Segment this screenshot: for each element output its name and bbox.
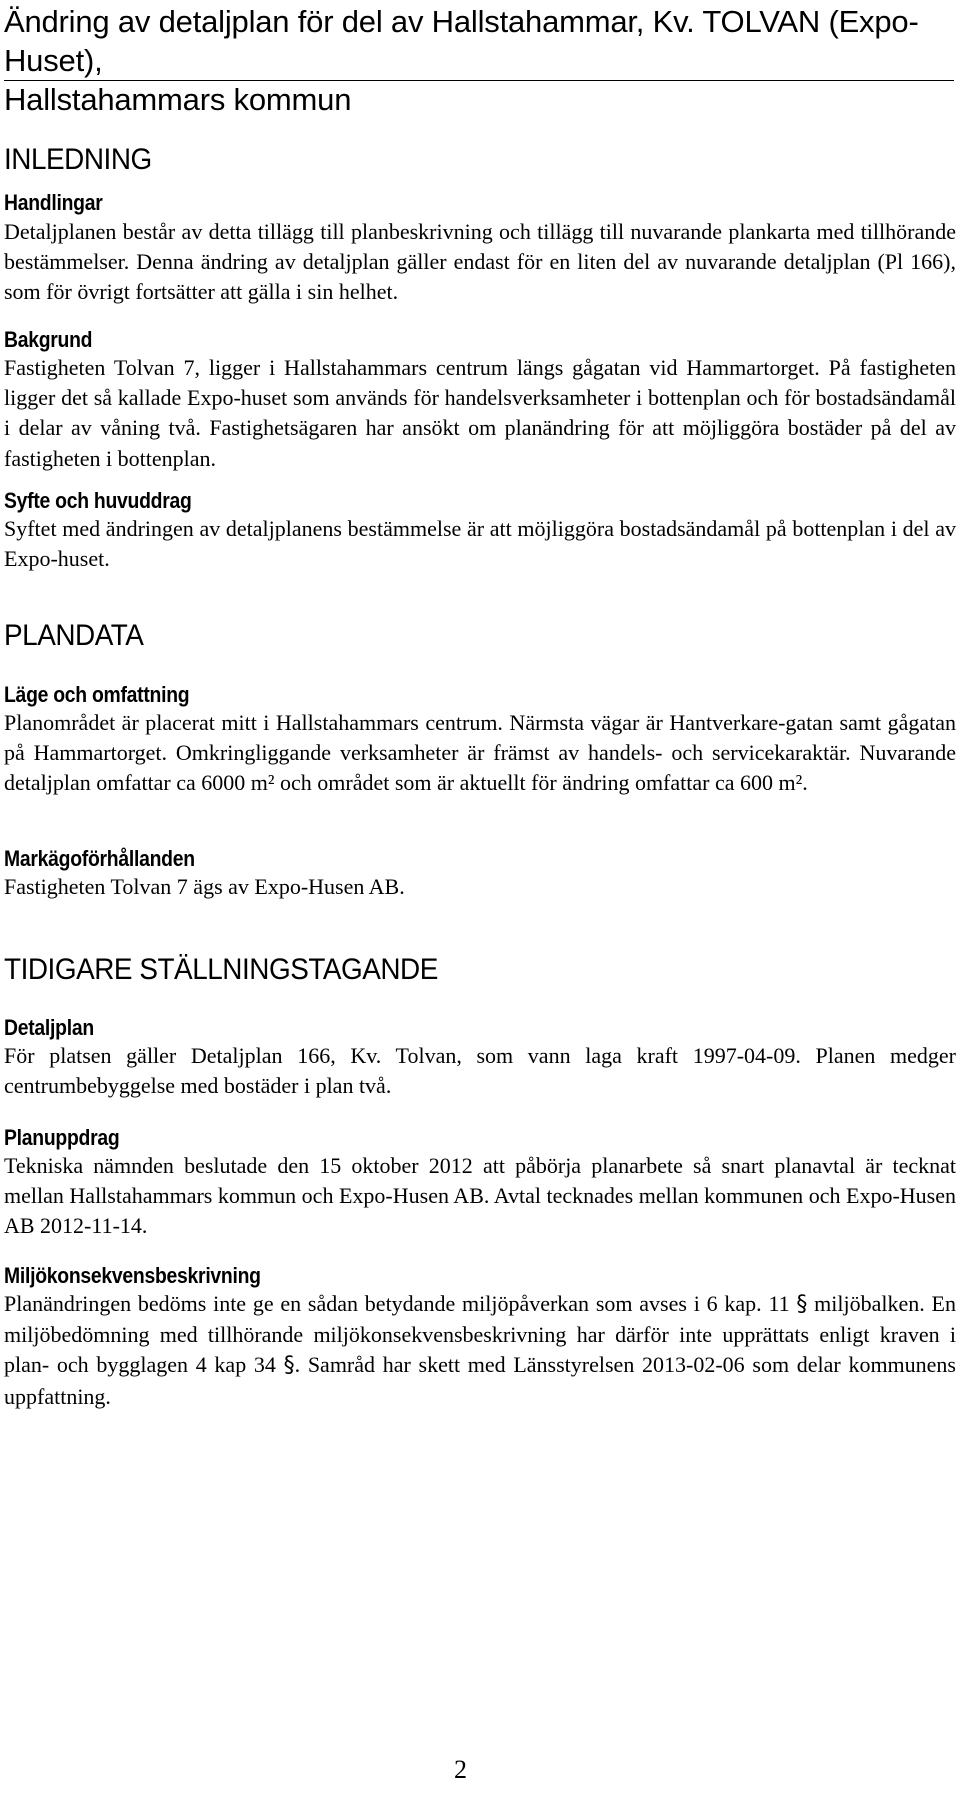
paragraph-planuppdrag: Tekniska nämnden beslutade den 15 oktober 2012 att påbörja planarbete så snart planavtal är tecknat mellan Hallstahammars kommun och Expo-Husen AB. Avtal tecknades mellan kommunen och Expo-Husen AB 2012-11-14. — [4, 1153, 956, 1239]
subheading-detaljplan: Detaljplan — [4, 1015, 94, 1040]
paragraph-detaljplan: För platsen gäller Detaljplan 166, Kv. Tolvan, som vann laga kraft 1997-04-09. Planen medger centrumbebyggelse med bostäder i plan två. — [4, 1043, 956, 1099]
paragraph-lage: Planområdet är placerat mitt i Hallstahammars centrum. Närmsta vägar är Hantverkare-gatan samt gågatan på Hammartorget. Omkringliggande verksamheter är främst av handels- och servicekaraktär. Nuvarande detaljplan omfattar ca 6000 m² och området som är aktuellt för ändring omfattar ca 600 m². — [4, 710, 956, 796]
document-header — [4, 0, 956, 119]
paragraph-miljokonsekvens-part-2: miljöbalken. En miljöbedömning med tillhörande miljökonsekvensbeskrivning har därför inte upprättats enligt kraven i plan- och bygglagen 4 kap 34 — [4, 1291, 956, 1378]
section-sign-icon: § — [283, 1353, 295, 1379]
header-divider — [4, 80, 954, 81]
subheading-handlingar: Handlingar — [4, 190, 103, 215]
section-heading-plandata: PLANDATA — [4, 619, 144, 652]
subheading-lage: Läge och omfattning — [4, 682, 190, 707]
paragraph-miljokonsekvens-part-1: Planändringen bedöms inte ge en sådan betydande miljöpåverkan som avses i 6 kap. 11 — [4, 1291, 797, 1316]
subheading-markagoforhallanden: Markägoförhållanden — [4, 846, 195, 871]
document-title-line-1: Ändring av detaljplan för del av Hallstahammar, Kv. TOLVAN (Expo-Huset), — [4, 4, 919, 78]
paragraph-miljokonsekvens — [4, 1289, 956, 1412]
subheading-bakgrund: Bakgrund — [4, 327, 93, 352]
subheading-syfte: Syfte och huvuddrag — [4, 488, 192, 513]
document-title — [4, 0, 956, 119]
paragraph-bakgrund: Fastigheten Tolvan 7, ligger i Hallstahammars centrum längs gågatan vid Hammartorget. På fastigheten ligger det så kallade Expo-huset som används för handelsverksamheter i bottenplan och för bostadsändamål i delar av våning två. Fastighetsägaren har ansökt om planändring för att möjliggöra bostäder på del av fastigheten i bottenplan. — [4, 355, 956, 471]
subheading-planuppdrag: Planuppdrag — [4, 1125, 120, 1150]
page-number: 2 — [454, 1755, 467, 1784]
paragraph-markagoforhallanden: Fastigheten Tolvan 7 ägs av Expo-Husen AB. — [4, 874, 405, 899]
paragraph-syfte: Syftet med ändringen av detaljplanens bestämmelse är att möjliggöra bostadsändamål på bottenplan i del av Expo-huset. — [4, 516, 956, 572]
subheading-miljokonsekvens: Miljökonsekvensbeskrivning — [4, 1263, 261, 1288]
section-sign-icon: § — [796, 1292, 808, 1317]
paragraph-miljokonsekvens-part-3: . Samråd har skett med Länsstyrelsen 2013-02-06 som delar kommunens uppfattning. — [4, 1352, 956, 1409]
paragraph-handlingar: Detaljplanen består av detta tillägg till planbeskrivning och tillägg till nuvarande plankarta med tillhörande bestämmelser. Denna ändring av detaljplan gäller endast för en liten del av nuvarande detaljplan (Pl 166), som för övrigt fortsätter att gälla i sin helhet. — [4, 219, 956, 305]
document-title-line-2: Hallstahammars kommun — [4, 82, 352, 117]
section-heading-inledning: INLEDNING — [4, 143, 152, 176]
section-heading-tidigare: TIDIGARE STÄLLNINGSTAGANDE — [4, 953, 438, 986]
